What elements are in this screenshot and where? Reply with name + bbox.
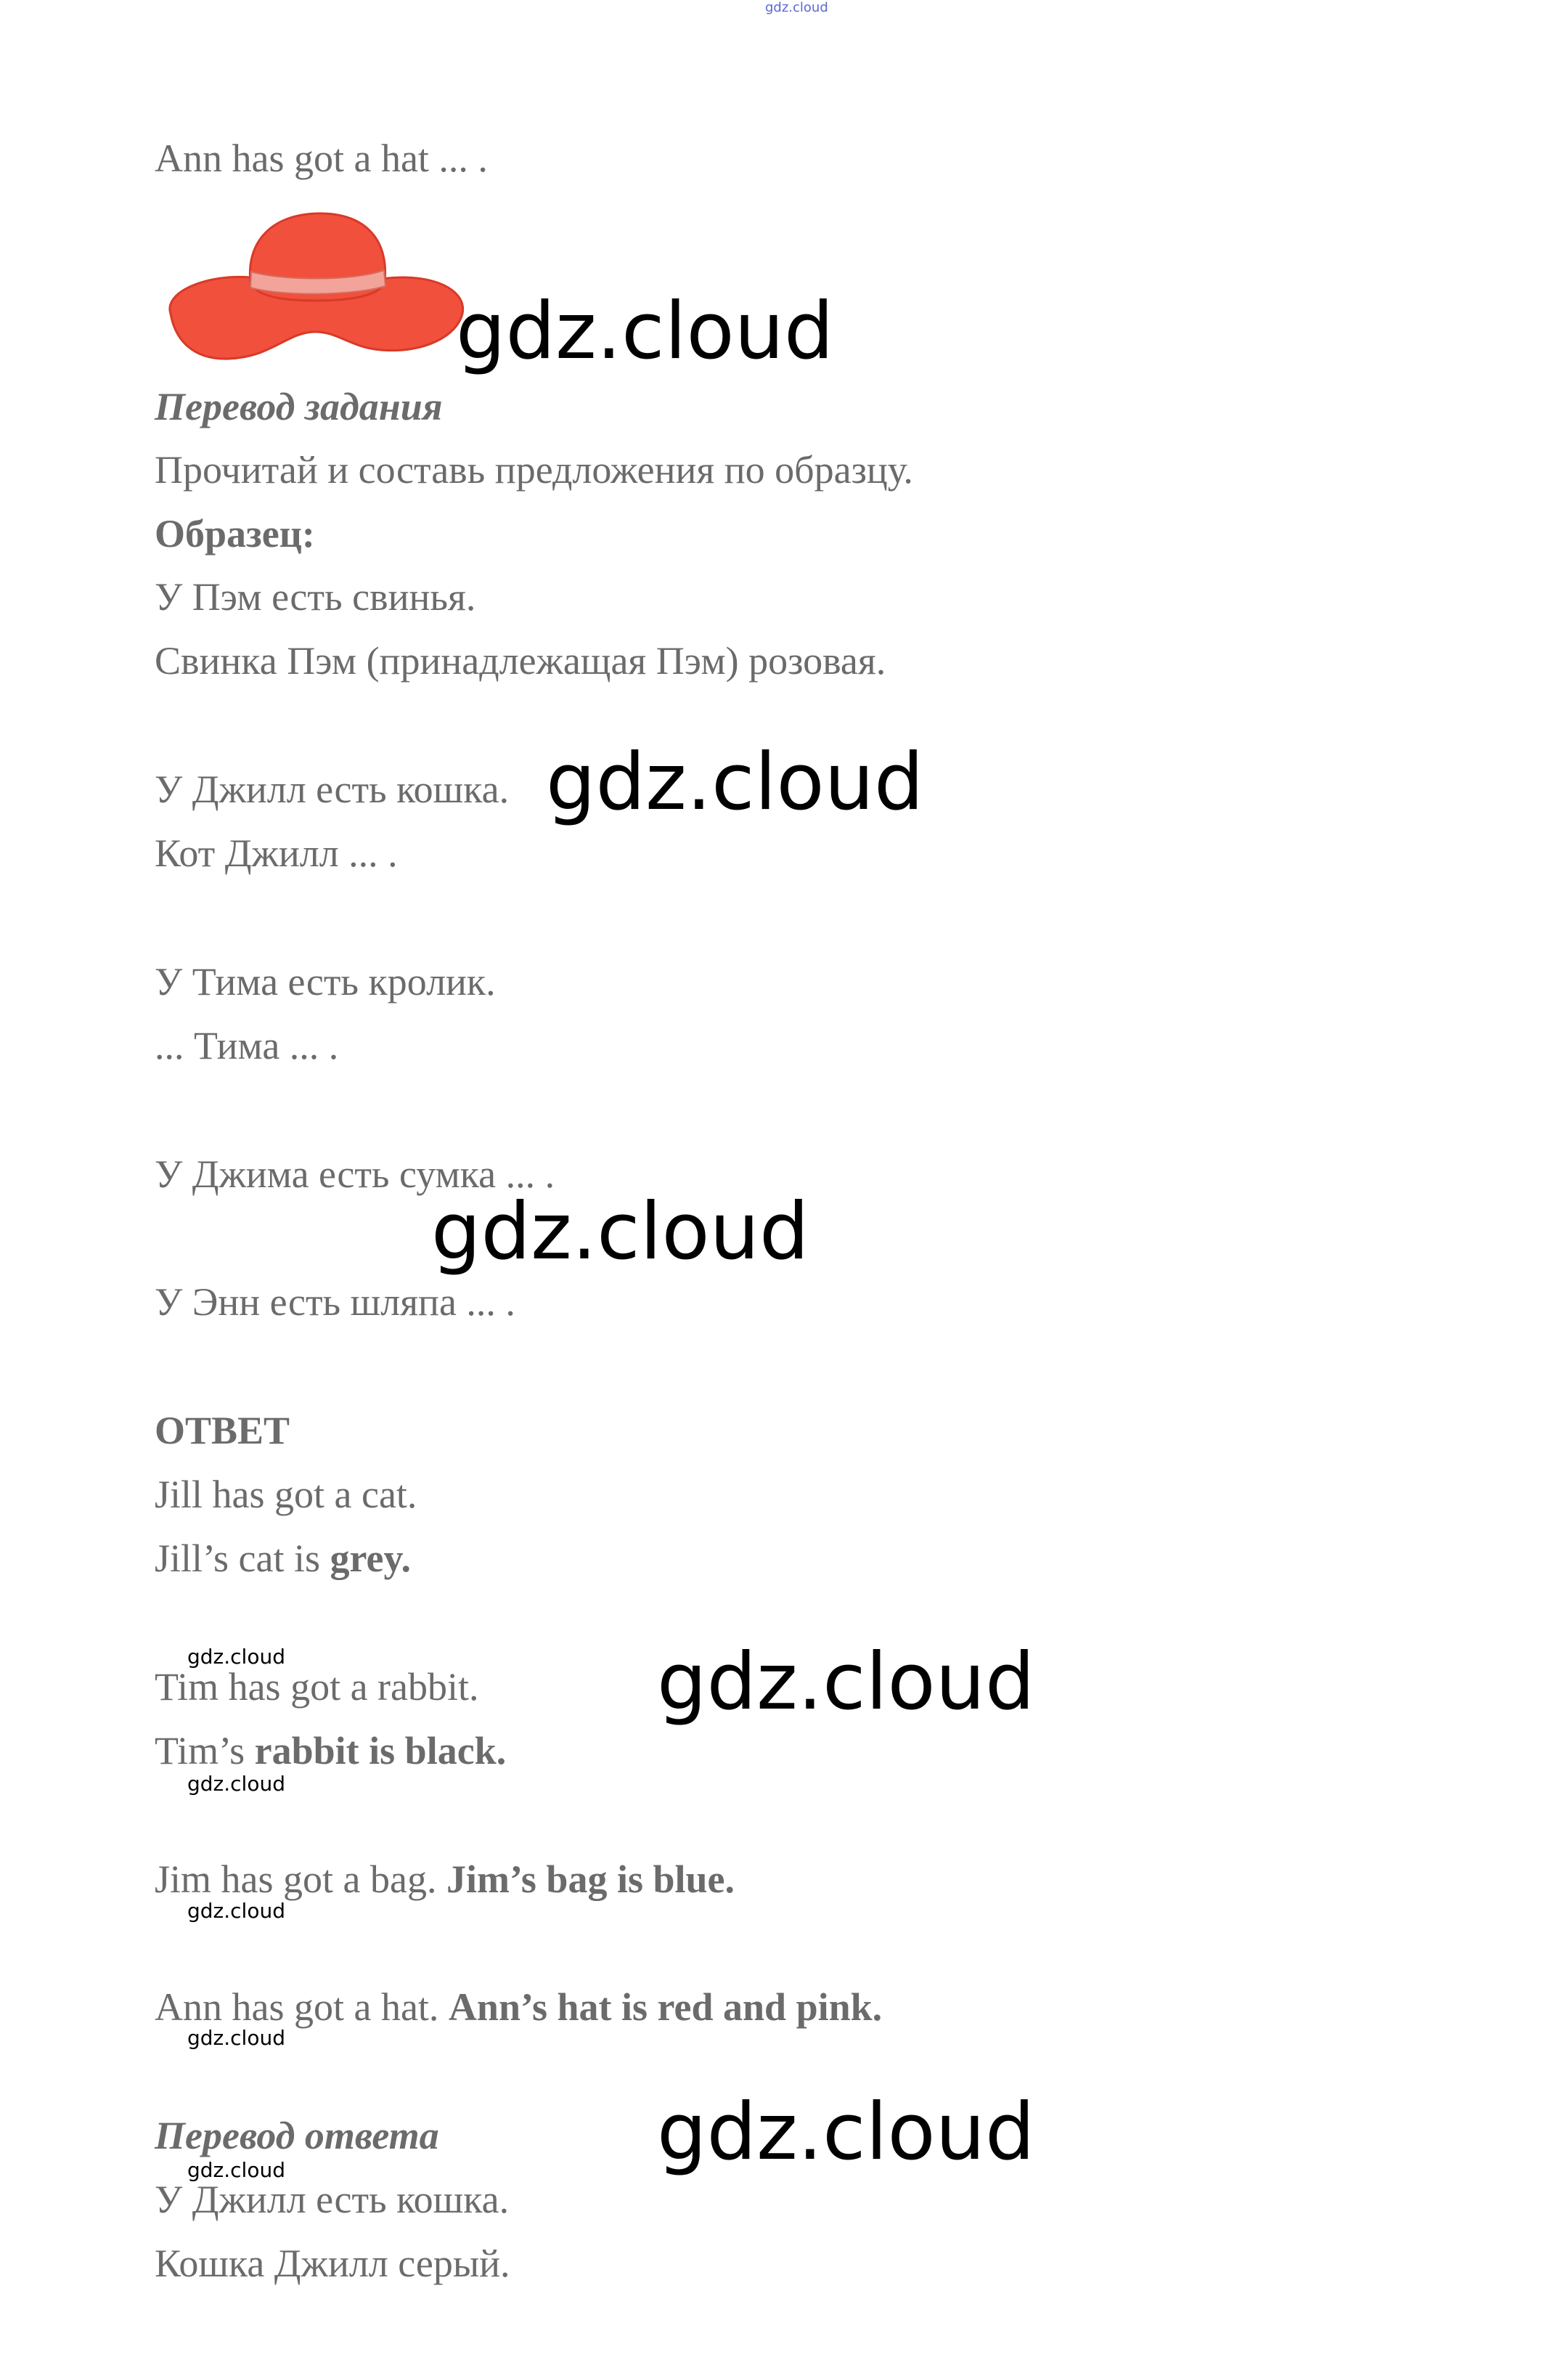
watermark-big-1: gdz.cloud	[456, 286, 834, 377]
task-item-2b: ... Тима ... .	[155, 1024, 339, 1067]
answer-2-line-2-start: Tim’s	[155, 1729, 255, 1772]
answer-1-line-2-start: Jill’s cat is	[155, 1536, 330, 1580]
task-item-1a: У Джилл есть кошка.	[155, 768, 510, 811]
watermark-big-2: gdz.cloud	[546, 737, 924, 828]
answer-3-start: Jim has got a bag.	[155, 1857, 446, 1901]
answer-1-line-2-bold: grey.	[330, 1536, 411, 1580]
answer-4-bold: Ann’s hat is red and pink.	[448, 1985, 883, 2029]
answer-translation-line-2: Кошка Джилл серый.	[155, 2242, 510, 2285]
answer-3-bold: Jim’s bag is blue.	[446, 1857, 735, 1901]
answer-1-line-1: Jill has got a cat.	[155, 1473, 417, 1516]
answer-heading: ОТВЕТ	[155, 1409, 290, 1452]
answer-4	[155, 1982, 882, 2032]
task-translation-heading: Перевод задания	[155, 385, 443, 428]
top-watermark: gdz.cloud	[765, 0, 828, 15]
answer-1-line-2	[155, 1533, 411, 1584]
task-item-4: У Энн есть шляпа ... .	[155, 1280, 515, 1324]
answer-translation-heading: Перевод ответа	[155, 2114, 439, 2157]
answer-2-line-2-bold: rabbit is black.	[254, 1729, 507, 1772]
answer-2-line-1: Tim has got a rabbit.	[155, 1665, 479, 1709]
answer-4-start: Ann has got a hat.	[155, 1985, 449, 2029]
watermark-small-3: gdz.cloud	[187, 1899, 285, 1923]
red-hat-icon	[163, 205, 468, 363]
watermark-big-4: gdz.cloud	[657, 1637, 1035, 1727]
task-last-example: Ann has got a hat ... .	[155, 137, 488, 180]
watermark-big-3: gdz.cloud	[431, 1186, 809, 1277]
sample-line-1: У Пэм есть свинья.	[155, 575, 476, 619]
watermark-small-2: gdz.cloud	[187, 1772, 285, 1796]
answer-3	[155, 1854, 735, 1905]
sample-label: Образец:	[155, 512, 315, 555]
answer-2-line-2	[155, 1725, 506, 1776]
watermark-small-1: gdz.cloud	[187, 1645, 285, 1669]
task-instruction: Прочитай и составь предложения по образцу.	[155, 448, 913, 492]
watermark-small-5: gdz.cloud	[187, 2158, 285, 2182]
watermark-big-5: gdz.cloud	[657, 2087, 1035, 2178]
answer-translation-line-1: У Джилл есть кошка.	[155, 2178, 510, 2221]
watermark-small-4: gdz.cloud	[187, 2026, 285, 2050]
task-item-2a: У Тима есть кролик.	[155, 960, 496, 1004]
task-item-3: У Джима есть сумка ... .	[155, 1152, 555, 1196]
sample-line-2: Свинка Пэм (принадлежащая Пэм) розовая.	[155, 639, 886, 683]
task-item-1b: Кот Джилл ... .	[155, 831, 398, 875]
